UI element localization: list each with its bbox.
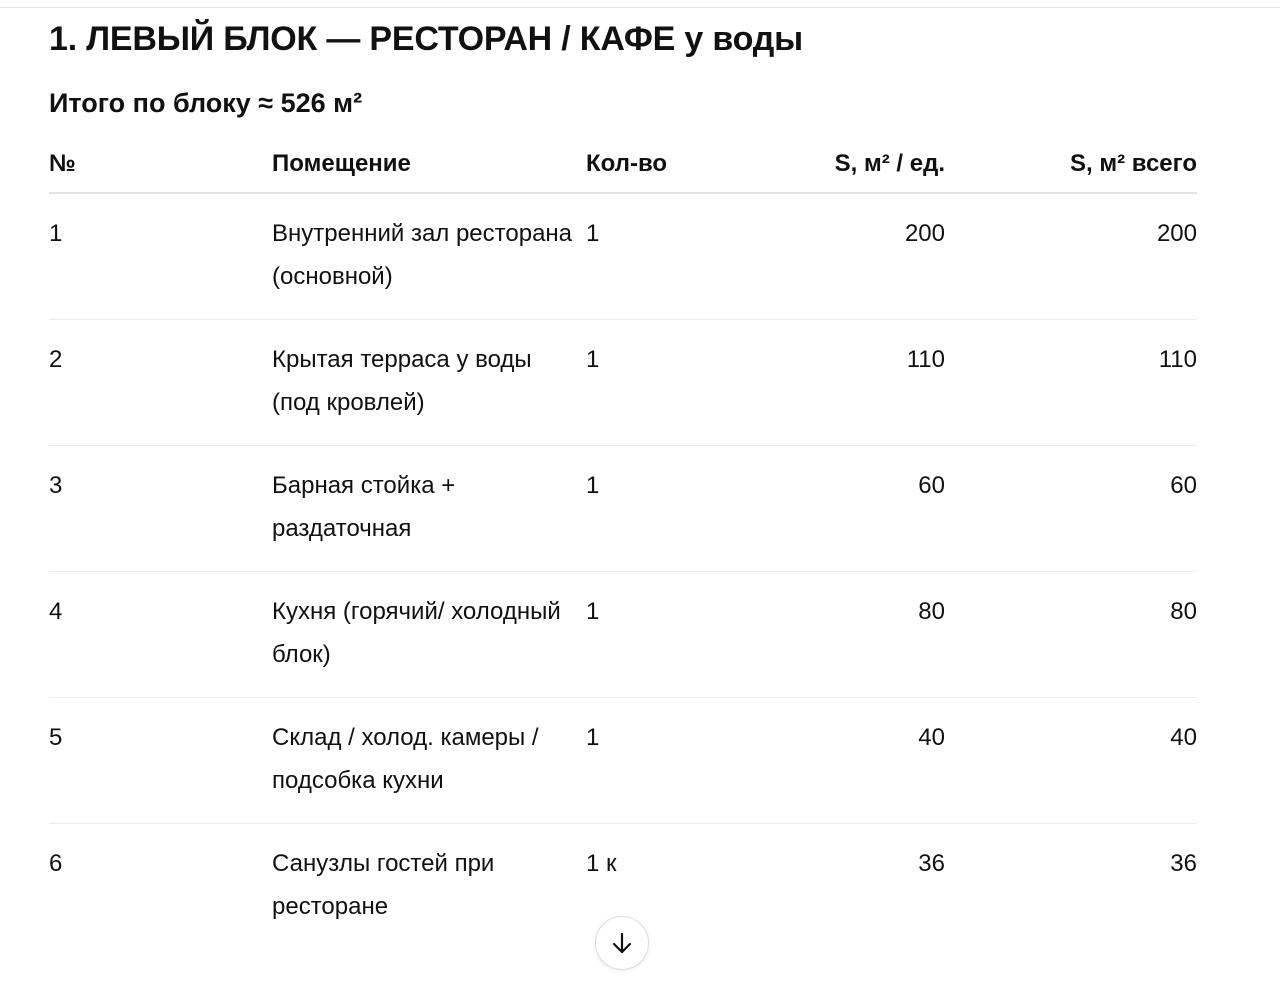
cell-total-area: 36 — [1170, 850, 1197, 877]
arrow-down-icon — [609, 930, 635, 956]
header-unit-area: S, м² / ед. — [706, 140, 945, 193]
cell-room: Кухня (горячий/ холодный блок) — [272, 572, 586, 698]
cell-no: 4 — [49, 572, 272, 698]
header-total-area: S, м² всего — [945, 140, 1197, 193]
cell-qty: 1 — [586, 698, 706, 824]
cell-no: 5 — [49, 698, 272, 824]
rooms-table — [49, 140, 1197, 949]
table-row — [49, 698, 1197, 824]
cell-unit-area: 200 — [706, 193, 945, 320]
cell-total-area: 80 — [945, 572, 1197, 698]
cell-qty: 1 — [586, 320, 706, 446]
cell-total-area: 200 — [945, 193, 1197, 320]
cell-total-area: 110 — [945, 320, 1197, 446]
cell-room: Барная стойка + раздаточная — [272, 446, 586, 572]
header-no: № — [49, 140, 272, 193]
table-row — [49, 193, 1197, 320]
section-heading: 1. ЛЕВЫЙ БЛОК — РЕСТОРАН / КАФЕ у воды — [49, 20, 803, 58]
header-room: Помещение — [272, 140, 586, 193]
cell-no: 2 — [49, 320, 272, 446]
cell-qty: 1 — [586, 572, 706, 698]
cell-qty: 1 к — [586, 850, 617, 877]
table-row — [49, 572, 1197, 698]
cell-room: Внутренний зал ресторана (основной) — [272, 193, 586, 320]
cell-room: Крытая терраса у воды (под кровлей) — [272, 320, 586, 446]
table-row — [49, 320, 1197, 446]
cell-unit-area: 80 — [706, 572, 945, 698]
top-divider — [0, 7, 1280, 8]
cell-unit-area: 40 — [706, 698, 945, 824]
table-header-row — [49, 140, 1197, 193]
table-row — [49, 446, 1197, 572]
cell-no: 3 — [49, 446, 272, 572]
scroll-to-bottom-button[interactable] — [595, 916, 649, 970]
cell-unit-area: 60 — [706, 446, 945, 572]
cell-no: 1 — [49, 193, 272, 320]
cell-total-area: 60 — [945, 446, 1197, 572]
cell-unit-area: 110 — [706, 320, 945, 446]
cell-qty: 1 — [586, 193, 706, 320]
block-total: Итого по блоку ≈ 526 м² — [49, 88, 363, 118]
cell-room: Санузлы гостей при ресторане — [272, 850, 495, 920]
cell-qty: 1 — [586, 446, 706, 572]
cell-room: Склад / холод. камеры / подсобка кухни — [272, 698, 586, 824]
header-qty: Кол-во — [586, 140, 706, 193]
cell-no: 6 — [49, 850, 63, 877]
cell-unit-area: 36 — [918, 850, 945, 877]
cell-total-area: 40 — [945, 698, 1197, 824]
